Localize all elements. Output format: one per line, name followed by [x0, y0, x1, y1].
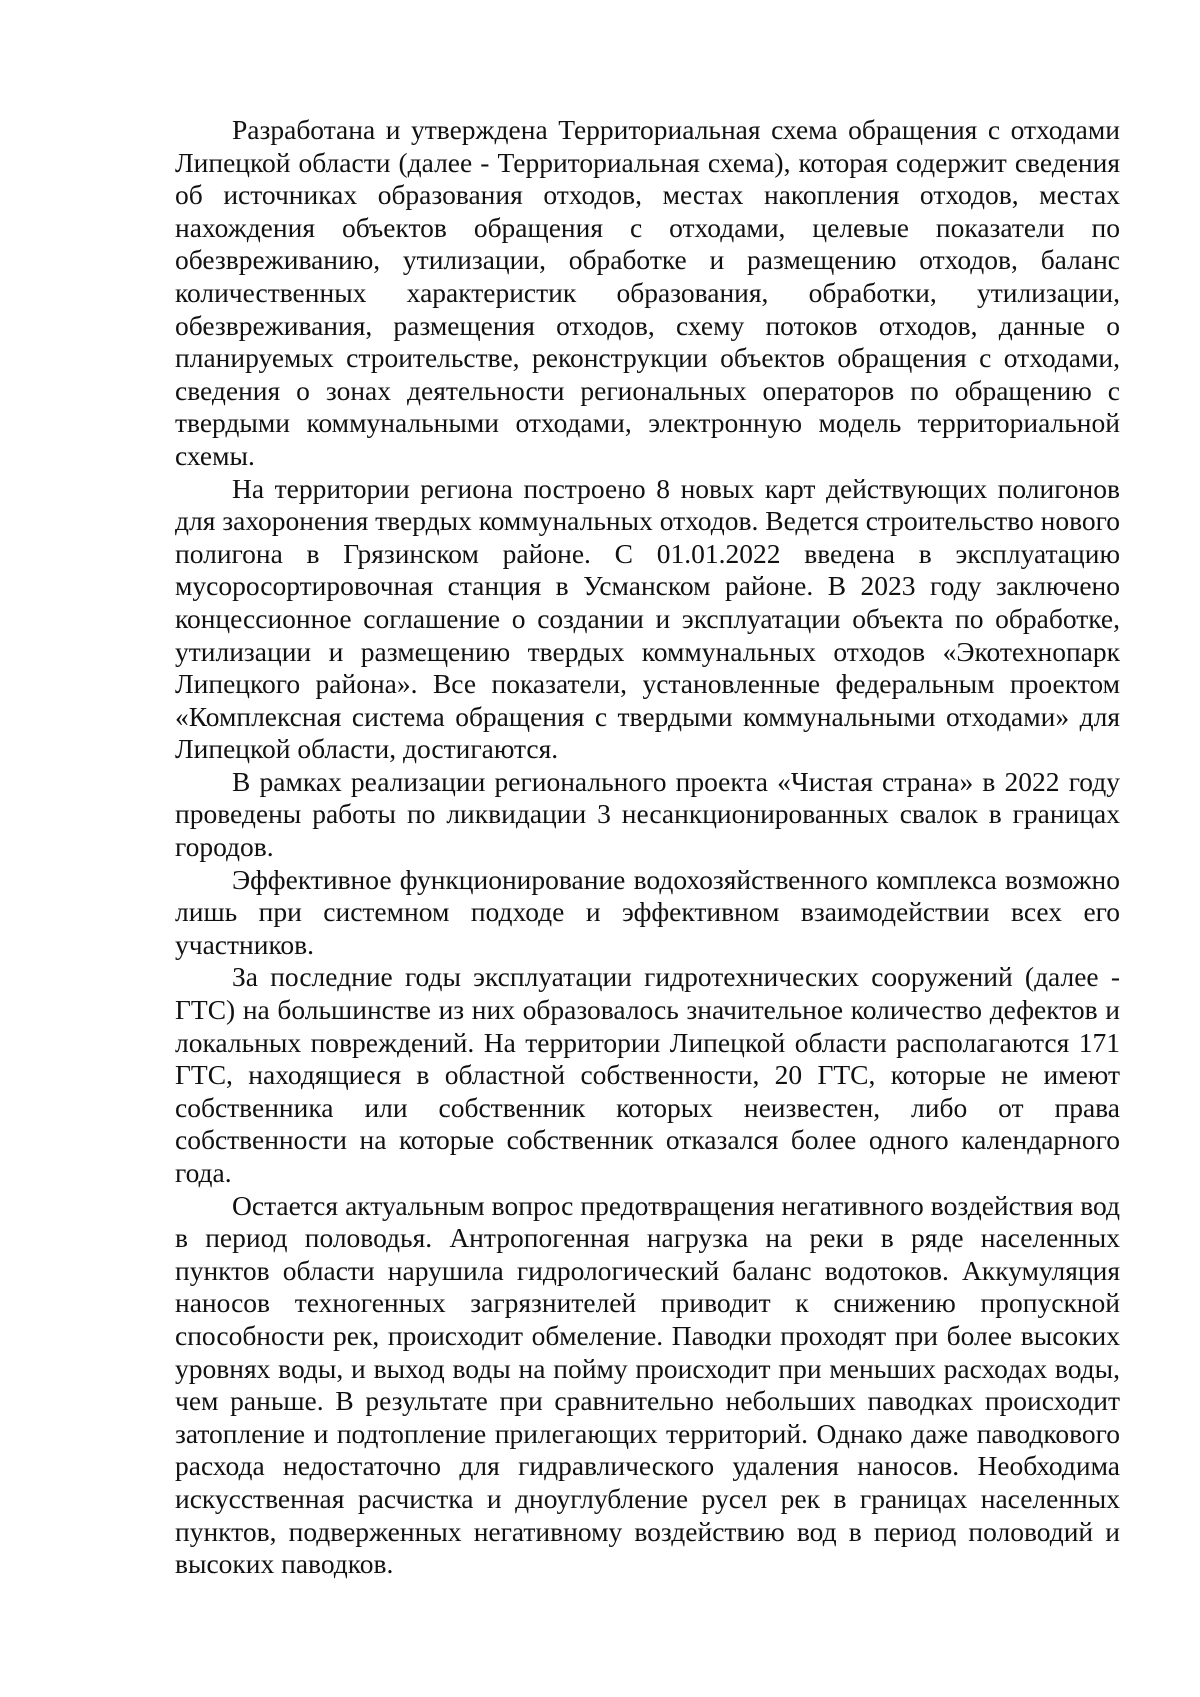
paragraph-clean-country: В рамках реализации регионального проекта «Чистая страна» в 2022 году проведены работы по ликвидации 3 несанкционированных свалок в границах городов. — [175, 765, 1120, 863]
paragraph-landfills: На территории региона построено 8 новых карт действующих полигонов для захоронения твердых коммунальных отходов. Ведется строительство нового полигона в Грязинском районе. С 01.01.2022 введена в эксплуатацию мусоросортировочная станция в Усманском районе. В 2023 году заключено концессионное соглашение о создании и эксплуатации объекта по обработке, утилизации и размещению твердых коммунальных отходов «Экотехнопарк Липецкого района». Все показатели, установленные федеральным проектом «Комплексная система обращения с твердыми коммунальными отходами» для Липецкой области, достигаются. — [175, 472, 1120, 765]
paragraph-water-complex: Эффективное функционирование водохозяйственного комплекса возможно лишь при системном подходе и эффективном взаимодействии всех его участников. — [175, 863, 1120, 960]
paragraph-hydraulic-structures: За последние годы эксплуатации гидротехнических сооружений (далее - ГТС) на большинстве из них образовалось значительное количество дефектов и локальных повреждений. На территории Липецкой области располагаются 171 ГТС, находящиеся в областной собственности, 20 ГТС, которые не имеют собственника или собственник которых неизвестен, либо от права собственности на которые собственник отказался более одного календарного года. — [175, 961, 1120, 1188]
paragraph-flood-impact: Остается актуальным вопрос предотвращения негативного воздействия вод в период половодья. Антропогенная нагрузка на реки в ряде населенных пунктов области нарушила гидрологический баланс водотоков. Аккумуляция наносов техногенных загрязнителей приводит к снижению пропускной способности рек, происходит обмеление. Паводки проходят при более высоких уровнях воды, и выход воды на пойму происходит при меньших расходах воды, чем раньше. В результате при сравнительно небольших паводках происходит затопление и подтопление прилегающих территорий. Однако даже паводкового расхода недостаточно для гидравлического удаления наносов. Необходима искусственная расчистка и дноуглубление русел рек в границах населенных пунктов, подверженных негативному воздействию вод в период половодий и высоких паводков. — [175, 1189, 1120, 1580]
document-body — [175, 114, 1120, 1581]
paragraph-waste-scheme: Разработана и утверждена Территориальная схема обращения с отходами Липецкой области (далее - Территориальная схема), которая содержит сведения об источниках образования отходов, местах накопления отходов, местах нахождения объектов обращения с отходами, целевые показатели по обезвреживанию, утилизации, обработке и размещению отходов, баланс количественных характеристик образования, обработки, утилизации, обезвреживания, размещения отходов, схему потоков отходов, данные о планируемых строительстве, реконструкции объектов обращения с отходами, сведения о зонах деятельности региональных операторов по обращению с твердыми коммунальными отходами, электронную модель территориальной схемы. — [175, 114, 1120, 471]
